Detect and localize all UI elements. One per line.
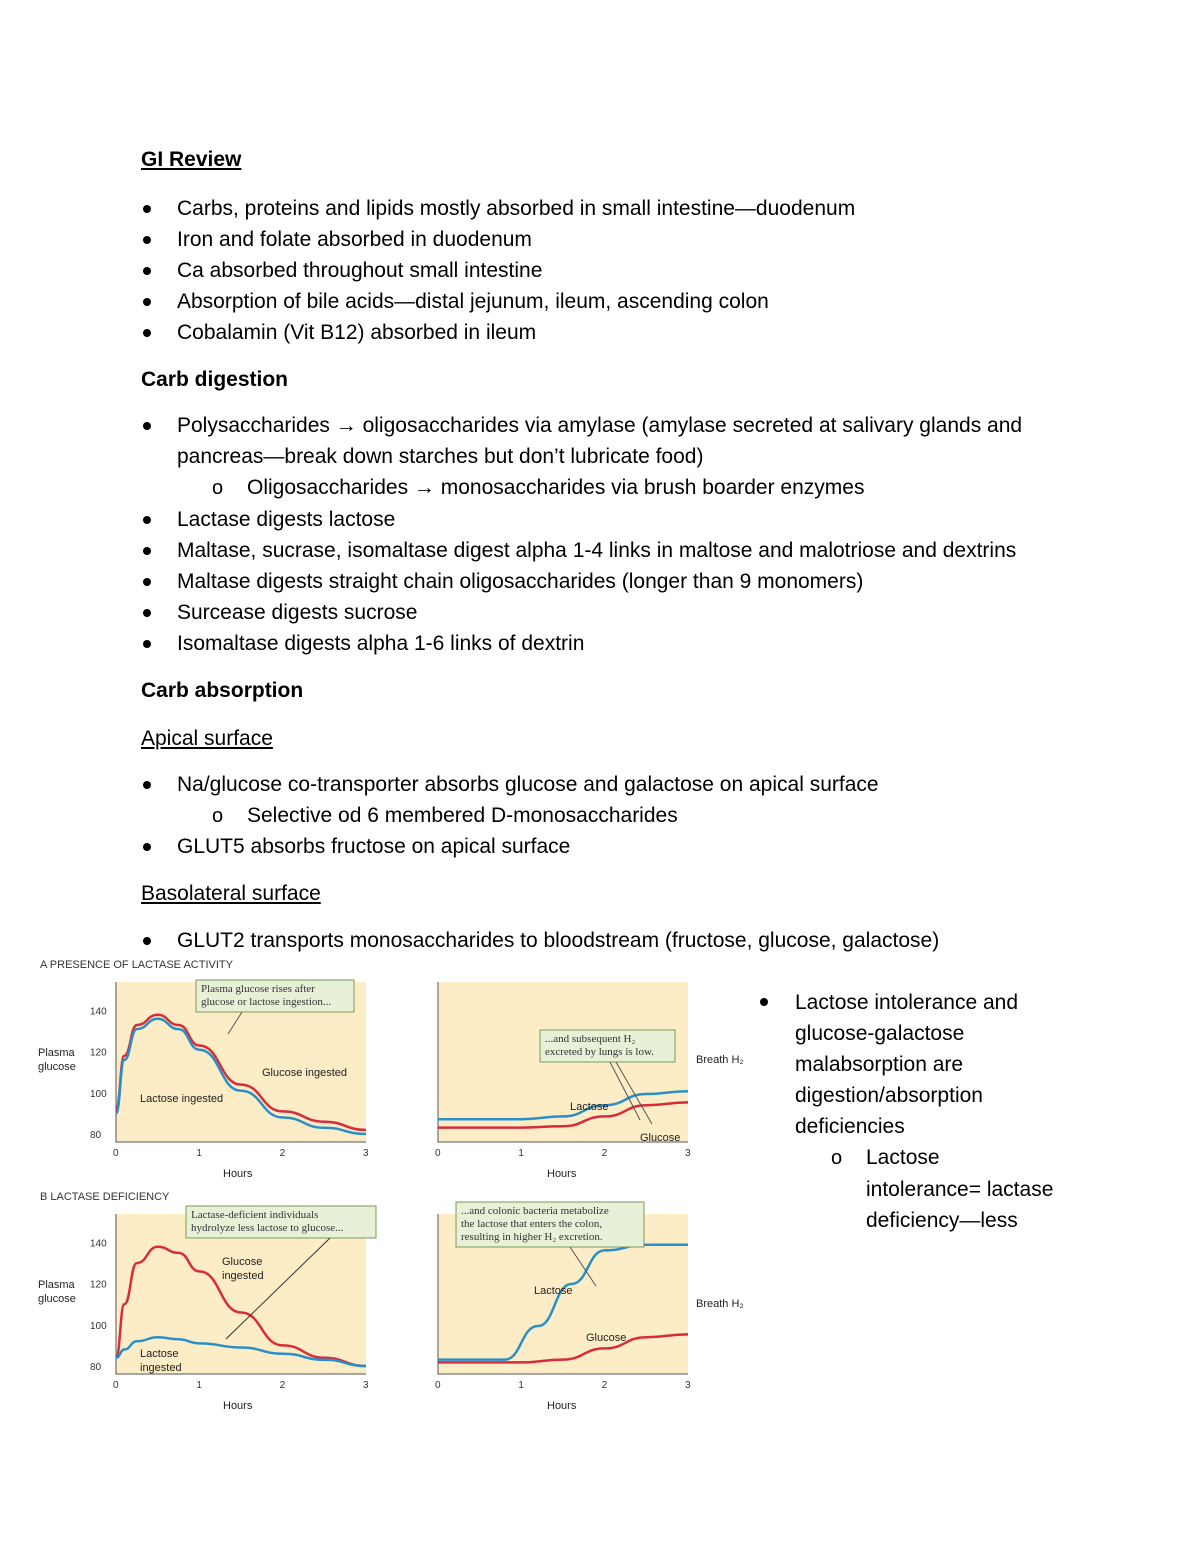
callout-line: ...and subsequent H₂ xyxy=(545,1033,636,1045)
list-item: Ca absorbed throughout small intestine xyxy=(177,259,543,282)
list-item: Na/glucose co-transporter absorbs glucose and galactose on apical surface xyxy=(177,773,879,796)
label-glucose: Glucose xyxy=(640,1132,681,1144)
bullet-dot xyxy=(143,578,151,586)
ylabel-plasma: Plasma xyxy=(38,1279,75,1291)
bullet-dot xyxy=(143,329,151,337)
xlabel-hours: Hours xyxy=(547,1400,577,1412)
label-glucose: Glucose xyxy=(586,1332,627,1344)
list-item: Surcease digests sucrose xyxy=(177,601,418,624)
subheading-apical-surface: Apical surface xyxy=(141,727,273,750)
xlabel-hours: Hours xyxy=(547,1168,577,1180)
label-lactose-ingested: ingested xyxy=(140,1362,182,1374)
bullet-dot xyxy=(143,640,151,648)
side-note-sub-line: deficiency—less xyxy=(866,1209,1018,1232)
x-tick-label: 3 xyxy=(363,1380,369,1391)
bullet-dot xyxy=(143,547,151,555)
label-lactose: Lactose xyxy=(534,1285,573,1297)
bullet-dot xyxy=(143,516,151,524)
sub-list-item: Oligosaccharides → monosaccharides via brush boarder enzymes xyxy=(247,476,865,499)
callout-line: hydrolyze less lactose to glucose... xyxy=(191,1222,344,1234)
section-heading-carb-digestion: Carb digestion xyxy=(141,368,289,391)
bullet-dot xyxy=(143,609,151,617)
list-item: Iron and folate absorbed in duodenum xyxy=(177,228,532,251)
y-tick-label: 100 xyxy=(90,1320,107,1332)
side-note-sub-line: Lactose xyxy=(866,1146,940,1169)
y-tick-label: 140 xyxy=(90,1006,107,1018)
ylabel-breath-h2: Breath H₂ xyxy=(696,1298,744,1310)
list-item-continuation: pancreas—break down starches but don’t lubricate food) xyxy=(177,445,704,468)
x-tick-label: 1 xyxy=(518,1380,524,1391)
panel-b-title: B LACTASE DEFICIENCY xyxy=(40,1191,170,1203)
bullet-dot xyxy=(143,298,151,306)
bullet-dot xyxy=(143,937,151,945)
list-item: Maltase digests straight chain oligosaccharides (longer than 9 monomers) xyxy=(177,570,864,593)
label-lactose: Lactose xyxy=(570,1101,609,1113)
x-tick-label: 2 xyxy=(601,1148,608,1159)
list-item: Carbs, proteins and lipids mostly absorbed in small intestine—duodenum xyxy=(177,197,856,220)
xlabel-hours: Hours xyxy=(223,1168,253,1180)
list-item: Polysaccharides → oligosaccharides via amylase (amylase secreted at salivary glands and xyxy=(177,414,1023,437)
side-note-line: deficiencies xyxy=(795,1115,905,1138)
ylabel-plasma: Plasma xyxy=(38,1047,75,1059)
bullet-dot xyxy=(760,998,768,1006)
callout-line: resulting in higher H₂ excretion. xyxy=(461,1231,603,1243)
x-tick-label: 0 xyxy=(113,1148,119,1159)
subheading-basolateral-surface: Basolateral surface xyxy=(141,882,321,905)
callout-line: excreted by lungs is low. xyxy=(545,1046,654,1058)
list-item: GLUT5 absorbs fructose on apical surface xyxy=(177,835,571,858)
label-lactose-ingested: Lactose ingested xyxy=(140,1093,224,1105)
callout-line: Lactase-deficient individuals xyxy=(191,1209,319,1221)
x-tick-label: 1 xyxy=(196,1380,202,1391)
callout-line: ...and colonic bacteria metabolize xyxy=(461,1205,609,1217)
side-note-line: malabsorption are xyxy=(795,1053,964,1076)
xlabel-hours: Hours xyxy=(223,1400,253,1412)
bullet-dot xyxy=(143,205,151,213)
y-tick-label: 120 xyxy=(90,1279,107,1291)
x-tick-label: 2 xyxy=(279,1380,286,1391)
x-tick-label: 3 xyxy=(363,1148,369,1159)
bullet-dot xyxy=(143,236,151,244)
callout-line: the lactose that enters the colon, xyxy=(461,1218,603,1230)
x-tick-label: 1 xyxy=(518,1148,524,1159)
y-tick-label: 140 xyxy=(90,1238,107,1250)
label-glucose-ingested: Glucose ingested xyxy=(262,1067,347,1079)
sub-list-item: Selective od 6 membered D-monosaccharides xyxy=(247,804,678,827)
list-item: Absorption of bile acids—distal jejunum, ileum, ascending colon xyxy=(177,290,769,313)
side-note-line: glucose-galactose xyxy=(795,1022,965,1045)
x-tick-label: 0 xyxy=(435,1380,441,1391)
panel-a-title: A PRESENCE OF LACTASE ACTIVITY xyxy=(40,959,233,971)
x-tick-label: 3 xyxy=(685,1148,691,1159)
y-tick-label: 80 xyxy=(90,1362,102,1373)
ylabel-glucose: glucose xyxy=(38,1061,76,1073)
page-title: GI Review xyxy=(141,148,242,171)
x-tick-label: 0 xyxy=(435,1148,441,1159)
ylabel-glucose: glucose xyxy=(38,1293,76,1305)
bullet-dot xyxy=(143,422,151,430)
y-tick-label: 120 xyxy=(90,1047,107,1059)
y-tick-label: 100 xyxy=(90,1088,107,1100)
x-tick-label: 0 xyxy=(113,1380,119,1391)
label-lactose-ingested: Lactose xyxy=(140,1348,179,1360)
label-glucose-ingested: ingested xyxy=(222,1270,264,1282)
section-heading-carb-absorption: Carb absorption xyxy=(141,679,304,702)
callout-line: Plasma glucose rises after xyxy=(201,983,315,995)
sub-bullet-marker: o xyxy=(831,1147,843,1169)
bullet-dot xyxy=(143,781,151,789)
x-tick-label: 2 xyxy=(279,1148,286,1159)
x-tick-label: 3 xyxy=(685,1380,691,1391)
y-tick-label: 80 xyxy=(90,1130,102,1141)
list-item: GLUT2 transports monosaccharides to bloodstream (fructose, glucose, galactose) xyxy=(177,929,940,952)
side-note-line: digestion/absorption xyxy=(795,1084,983,1107)
lactase-figure xyxy=(30,952,760,1422)
ylabel-breath-h2: Breath H₂ xyxy=(696,1054,744,1066)
label-glucose-ingested: Glucose xyxy=(222,1256,263,1268)
bullet-dot xyxy=(143,843,151,851)
side-note-sub-line: intolerance= lactase xyxy=(866,1178,1054,1201)
list-item: Lactase digests lactose xyxy=(177,508,396,531)
list-item: Cobalamin (Vit B12) absorbed in ileum xyxy=(177,321,537,344)
list-item: Isomaltase digests alpha 1-6 links of dextrin xyxy=(177,632,585,655)
list-item: Maltase, sucrase, isomaltase digest alpha 1-4 links in maltose and malotriose and dextrins xyxy=(177,539,1017,562)
bullet-dot xyxy=(143,267,151,275)
side-note-line: Lactose intolerance and xyxy=(795,991,1018,1014)
x-tick-label: 2 xyxy=(601,1380,608,1391)
sub-bullet-marker: o xyxy=(212,477,224,499)
sub-bullet-marker: o xyxy=(212,805,224,827)
x-tick-label: 1 xyxy=(196,1148,202,1159)
callout-line: glucose or lactose ingestion... xyxy=(201,996,332,1008)
